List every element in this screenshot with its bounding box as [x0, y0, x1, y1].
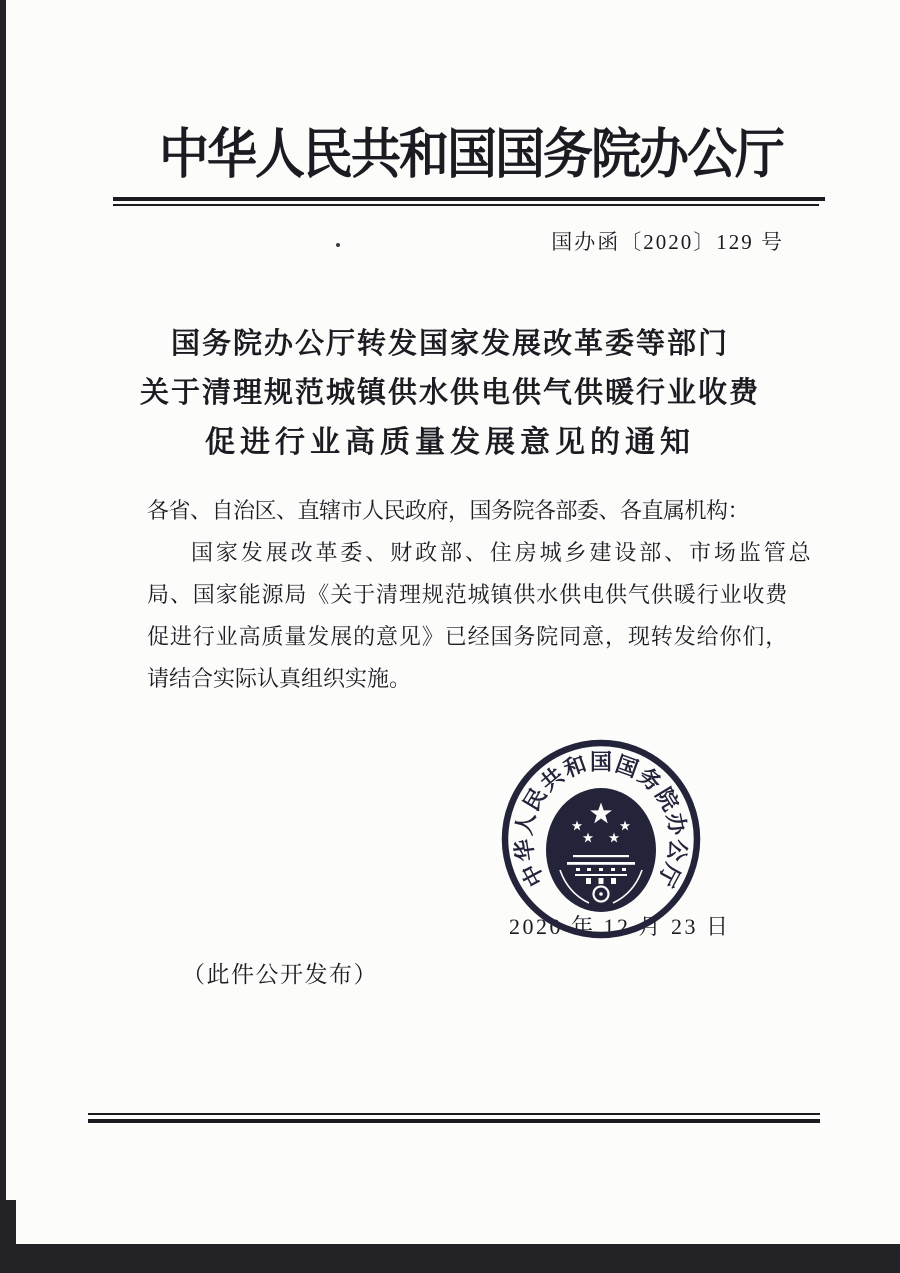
title-line-2: 关于清理规范城镇供水供电供气供暖行业收费 [139, 377, 760, 409]
title-line-1: 国务院办公厅转发国家发展改革委等部门 [170, 328, 729, 360]
seal-ring-char: 院 [650, 783, 684, 816]
seal-ring-char: 国 [589, 749, 613, 775]
seal-ring-char: 民 [518, 783, 552, 816]
doc-number: 国办函〔2020〕129 号 [551, 230, 784, 254]
footer-rule-thin [88, 1113, 820, 1115]
letterhead-title: 中华人民共和国国务院办公厅 [159, 123, 783, 185]
scan-edge-bottom [0, 1244, 900, 1273]
document-title [95, 320, 805, 467]
seal-date: 2020 年 12 月 23 日 [509, 914, 731, 939]
seal-ring-char: 人 [511, 810, 540, 838]
seal-ring-char: 公 [663, 837, 692, 863]
seal-ring-char: 中 [516, 859, 550, 891]
letterhead-rule-thick [113, 197, 825, 201]
scan-speck [336, 243, 340, 247]
official-seal [496, 737, 706, 947]
publish-note: （此件公开发布） [182, 962, 378, 987]
seal-ring-char: 共 [535, 762, 569, 797]
body-text [147, 490, 814, 700]
title-line-3: 促进行业高质量发展意见的通知 [205, 426, 695, 459]
body-line-3: 促进行业高质量发展的意见》已经国务院同意，现转发给你们， [147, 624, 789, 649]
seal-ring-char: 厅 [652, 859, 686, 891]
seal-ring-char: 国 [612, 751, 642, 782]
seal-ring-char: 华 [510, 837, 539, 863]
national-emblem-icon [546, 788, 656, 912]
seal-ring-char: 务 [633, 762, 667, 797]
body-line-4: 请结合实际认真组织实施。 [147, 666, 412, 691]
seal-ring-char: 和 [560, 751, 590, 782]
scan-edge-left [0, 0, 6, 1273]
letterhead-rule-thin [113, 204, 819, 206]
body-line-1: 国家发展改革委、财政部、住房城乡建设部、市场监管总 [191, 540, 814, 565]
footer-rule-thick [88, 1119, 820, 1123]
salutation: 各省、自治区、直辖市人民政府，国务院各部委、各直属机构： [147, 498, 750, 523]
seal-ring-char: 办 [662, 810, 691, 838]
body-line-2: 局、国家能源局《关于清理规范城镇供水供电供气供暖行业收费 [147, 582, 789, 607]
